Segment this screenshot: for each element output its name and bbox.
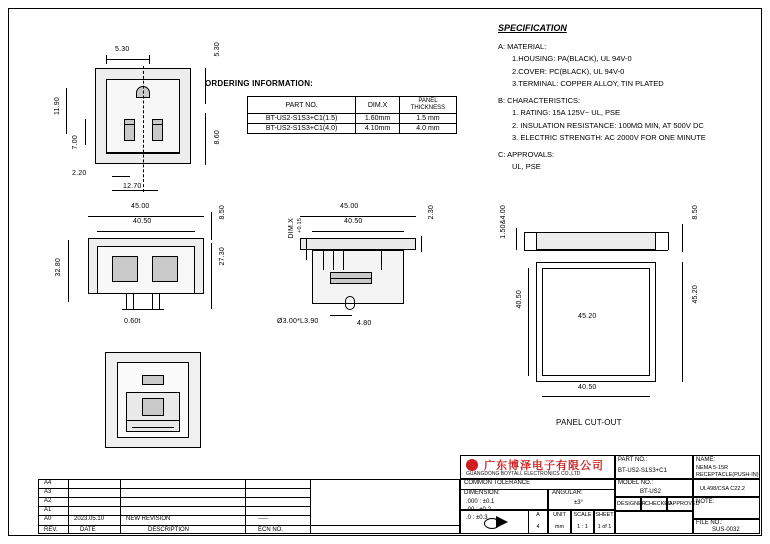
blade-slot-right bbox=[152, 119, 163, 141]
approval-standard: UL498/CSA C22.2 bbox=[700, 486, 745, 492]
rev-a1: A1 bbox=[44, 507, 52, 513]
iso-line-1 bbox=[126, 420, 180, 421]
dim-front-right-top: 5.30 bbox=[214, 42, 221, 57]
dim-cut-h2-line bbox=[682, 224, 683, 252]
scale-label: SCALE bbox=[573, 512, 592, 518]
side-pin-3 bbox=[343, 250, 344, 270]
dim-top-h2-line bbox=[211, 243, 212, 309]
tolerance-dim-label: DIMENSION: bbox=[464, 490, 500, 496]
ordering-r1-part: BT-US2-S1S3+C1(4.0) bbox=[248, 124, 356, 134]
spec-c-item-0: UL, PSE bbox=[512, 162, 541, 171]
iso-line-2 bbox=[132, 427, 174, 428]
front-blade-right-line bbox=[152, 124, 163, 125]
dim-top-w1: 45.00 bbox=[131, 203, 150, 210]
rev-a2: A2 bbox=[44, 498, 52, 504]
ordering-col-dimx: DIM.X bbox=[356, 97, 400, 114]
spec-b-item-0: 1. RATING: 15A 125V~ UL, PSE bbox=[512, 108, 621, 117]
dim-cut-h1-line bbox=[516, 228, 517, 250]
sheet-value: 1 of 1 bbox=[597, 524, 612, 530]
tolerance-angle: ±3° bbox=[574, 500, 584, 506]
company-logo-icon bbox=[466, 459, 478, 471]
dim-front-right-line2 bbox=[205, 113, 206, 165]
iso-center-block bbox=[142, 398, 164, 416]
side-mount-hole bbox=[345, 296, 355, 310]
rev-a3: A3 bbox=[44, 489, 52, 495]
dim-side-w2: 40.50 bbox=[344, 218, 363, 225]
dim-front-top-line bbox=[106, 59, 150, 60]
dim-front-left-1: 11.90 bbox=[54, 97, 61, 115]
unit-value: mm bbox=[554, 524, 565, 530]
rev-a0-ecn: ----- bbox=[258, 516, 268, 522]
name-value-2: RECEPTACLE(PUSH-IN) bbox=[696, 472, 759, 478]
spec-heading: SPECIFICATION bbox=[498, 23, 567, 33]
dim-cut-h3-line bbox=[682, 262, 683, 382]
top-view-pin-base bbox=[122, 309, 164, 310]
ordering-r1-panel: 4.0 mm bbox=[399, 124, 456, 134]
spec-section-b-label: B: CHARACTERISTICS: bbox=[498, 95, 581, 105]
dim-side-dimx-line bbox=[306, 238, 307, 260]
ordering-r1-dimx: 4.10mm bbox=[356, 124, 400, 134]
ordering-r0-part: BT-US2-S1S3+C1(1.5) bbox=[248, 114, 356, 124]
scale-value: 1 : 1 bbox=[577, 524, 588, 530]
rev-row-5 bbox=[38, 525, 460, 526]
rev-a0-desc: NEW REVISION bbox=[126, 516, 171, 522]
top-view-pin-1 bbox=[126, 294, 127, 310]
blade-slot-left bbox=[124, 119, 135, 141]
rev-a0-date: 2023.05.10 bbox=[74, 516, 105, 522]
rev-header-rev: REV. bbox=[44, 527, 58, 533]
unit-label: UNIT bbox=[553, 512, 566, 518]
fileno-label: FILE NO.: bbox=[696, 520, 723, 526]
ordering-table bbox=[247, 96, 457, 134]
front-blade-left-line bbox=[124, 124, 135, 125]
ordering-heading: ORDERING INFORMATION: bbox=[205, 79, 314, 88]
tick-a bbox=[106, 55, 107, 64]
tolerance-title: COMMON TOLERANCE bbox=[464, 480, 531, 486]
rev-header-desc: DESCRIPTION bbox=[148, 527, 190, 533]
dim-cut-h2: 8.50 bbox=[692, 205, 699, 220]
side-inner-line bbox=[330, 278, 372, 279]
dim-front-bottom-1: 2.20 bbox=[72, 170, 87, 177]
partno-value: BT-US2-S1S3+C1 bbox=[618, 468, 667, 474]
specification-block bbox=[498, 22, 760, 174]
dim-front-left-line1 bbox=[66, 88, 67, 134]
leader-hole bbox=[330, 315, 352, 316]
tolerance-ang-label: ANGULAR: bbox=[552, 490, 583, 496]
fileno-value: SUS-0032 bbox=[712, 527, 740, 533]
dim-front-left-line2 bbox=[85, 119, 86, 145]
dim-cut-v1: 40.50 bbox=[516, 290, 523, 309]
blank-cell-left bbox=[615, 511, 693, 534]
dim-top-w2: 40.50 bbox=[133, 218, 152, 225]
dim-side-w2-line bbox=[312, 231, 404, 232]
cutout-profile-l bbox=[524, 232, 525, 250]
name-label: NAME: bbox=[696, 457, 716, 463]
rev-row-2 bbox=[38, 497, 310, 498]
dim-front-left-2: 7.00 bbox=[72, 135, 79, 150]
ordering-col-part: PART NO. bbox=[248, 97, 356, 114]
rev-header-ecn: ECN NO. bbox=[258, 527, 284, 533]
top-view-pin-2 bbox=[133, 294, 134, 310]
tolerance-row-1: .00 : ±0.2 bbox=[466, 507, 491, 513]
sheet-label: SHEET bbox=[595, 512, 614, 518]
side-pin-4 bbox=[381, 250, 382, 270]
top-view-pin-3 bbox=[152, 294, 153, 310]
spec-section-c-label: C: APPROVALS: bbox=[498, 149, 555, 159]
dim-cut-w1-line bbox=[542, 396, 650, 397]
rev-a0: A0 bbox=[44, 516, 52, 522]
spec-b-item-1: 2. INSULATION RESISTANCE: 100MΩ MIN, AT 500V DC bbox=[512, 120, 704, 130]
dim-front-right-2: 8.60 bbox=[214, 130, 221, 145]
rev-header-date: DATE bbox=[80, 527, 96, 533]
modelno-label: MODEL NO.: bbox=[618, 480, 654, 486]
cutout-profile-base bbox=[524, 250, 668, 251]
dim-top-h3-line bbox=[68, 240, 69, 302]
front-center-dash bbox=[143, 66, 144, 192]
top-view-pin-4 bbox=[159, 294, 160, 310]
tick-b bbox=[149, 55, 150, 64]
dim-top-h2: 27.30 bbox=[219, 247, 226, 266]
dim-cut-v1-line bbox=[528, 268, 529, 376]
tolerance-row-2: .0 : ±0.3 bbox=[466, 515, 488, 521]
cutout-profile-body bbox=[536, 232, 656, 250]
side-view-flange bbox=[300, 238, 416, 250]
side-pin-2 bbox=[333, 250, 334, 270]
rev-row-1 bbox=[38, 488, 310, 489]
dim-side-w1: 45.00 bbox=[340, 203, 359, 210]
dim-front-bottom-line2 bbox=[112, 190, 158, 191]
tolerance-row-0: .000 : ±0.1 bbox=[466, 499, 495, 505]
dim-side-w1-line bbox=[300, 216, 416, 217]
approved-label: APPROVED bbox=[669, 501, 700, 507]
cutout-profile-r bbox=[668, 232, 669, 250]
dim-front-bottom-2: 12.70 bbox=[123, 183, 142, 190]
dim-cut-w2: 45.20 bbox=[578, 313, 597, 320]
dim-top-h1-line bbox=[211, 212, 212, 240]
designer-label: DESIGNER bbox=[617, 501, 646, 507]
dim-cut-h1: 1.50&4.00 bbox=[500, 205, 507, 239]
partno-label: PART NO.: bbox=[618, 457, 648, 463]
dim-top-w2-line bbox=[97, 231, 195, 232]
spec-a-item-2: 3.TERMINAL: COPPER ALLOY, TIN PLATED bbox=[512, 79, 664, 88]
panel-cutout-caption: PANEL CUT-OUT bbox=[556, 418, 622, 427]
company-name-en: GUANGDONG BOYTALL ELECTRONICS CO.,LTD bbox=[466, 471, 581, 477]
modelno-value: BT-US2 bbox=[640, 489, 662, 495]
name-value-1: NEMA 5-15R bbox=[696, 465, 729, 471]
dim-front-bottom-line1 bbox=[112, 176, 130, 177]
dim-top-w1-line bbox=[88, 216, 204, 217]
top-view-contact-right bbox=[152, 256, 178, 282]
spec-a-item-1: 2.COVER: PC(BLACK), UL 94V-0 bbox=[512, 66, 625, 76]
note-label: NOTE: bbox=[696, 499, 715, 505]
ordering-col-panel: PANEL THICKNESS bbox=[399, 97, 456, 114]
ordering-header-row bbox=[248, 97, 457, 114]
ordering-r0-panel: 1.5 mm bbox=[399, 114, 456, 124]
ordering-r0-dimx: 1.60mm bbox=[356, 114, 400, 124]
spec-section-a-label: A: MATERIAL: bbox=[498, 41, 547, 51]
spec-b-item-2: 3. ELECTRIC STRENGTH: AC 2000V FOR ONE MINUTE bbox=[512, 133, 706, 142]
dim-hole2: 4.80 bbox=[357, 320, 372, 327]
iso-slot-top bbox=[142, 375, 164, 385]
dim-cut-w1: 40.50 bbox=[578, 384, 597, 391]
dim-top-h1: 8.50 bbox=[219, 205, 226, 220]
spec-a-item-0: 1.HOUSING: PA(BLACK), UL 94V-0 bbox=[512, 54, 632, 63]
projection-cone-icon bbox=[496, 516, 508, 528]
rev-row-3 bbox=[38, 506, 310, 507]
size-label: A bbox=[536, 512, 540, 518]
dim-side-tol: +0.15 bbox=[297, 218, 303, 233]
dim-top-h3: 32.80 bbox=[55, 258, 62, 277]
table-row bbox=[248, 114, 457, 124]
top-view-contact-left bbox=[112, 256, 138, 282]
dim-side-h1-line bbox=[421, 236, 422, 252]
dim-side-dimx: DIM.X bbox=[288, 218, 295, 239]
table-row bbox=[248, 124, 457, 134]
checked-label: CHECKED bbox=[645, 501, 672, 507]
dim-hole: Ø3.00*L3.90 bbox=[277, 318, 319, 325]
rev-a4: A4 bbox=[44, 480, 52, 486]
dim-side-h1: 2.30 bbox=[428, 205, 435, 220]
dim-top-bottom: 0.60t bbox=[124, 318, 141, 325]
dim-front-top: 5.30 bbox=[115, 46, 130, 53]
panel-cutout-square-inner bbox=[542, 268, 650, 376]
side-pin-1 bbox=[323, 250, 324, 270]
company-name-cn: 广东博泽电子有限公司 bbox=[484, 460, 604, 472]
dim-cut-h3: 45.20 bbox=[692, 285, 699, 304]
size-value: 4 bbox=[536, 524, 540, 530]
